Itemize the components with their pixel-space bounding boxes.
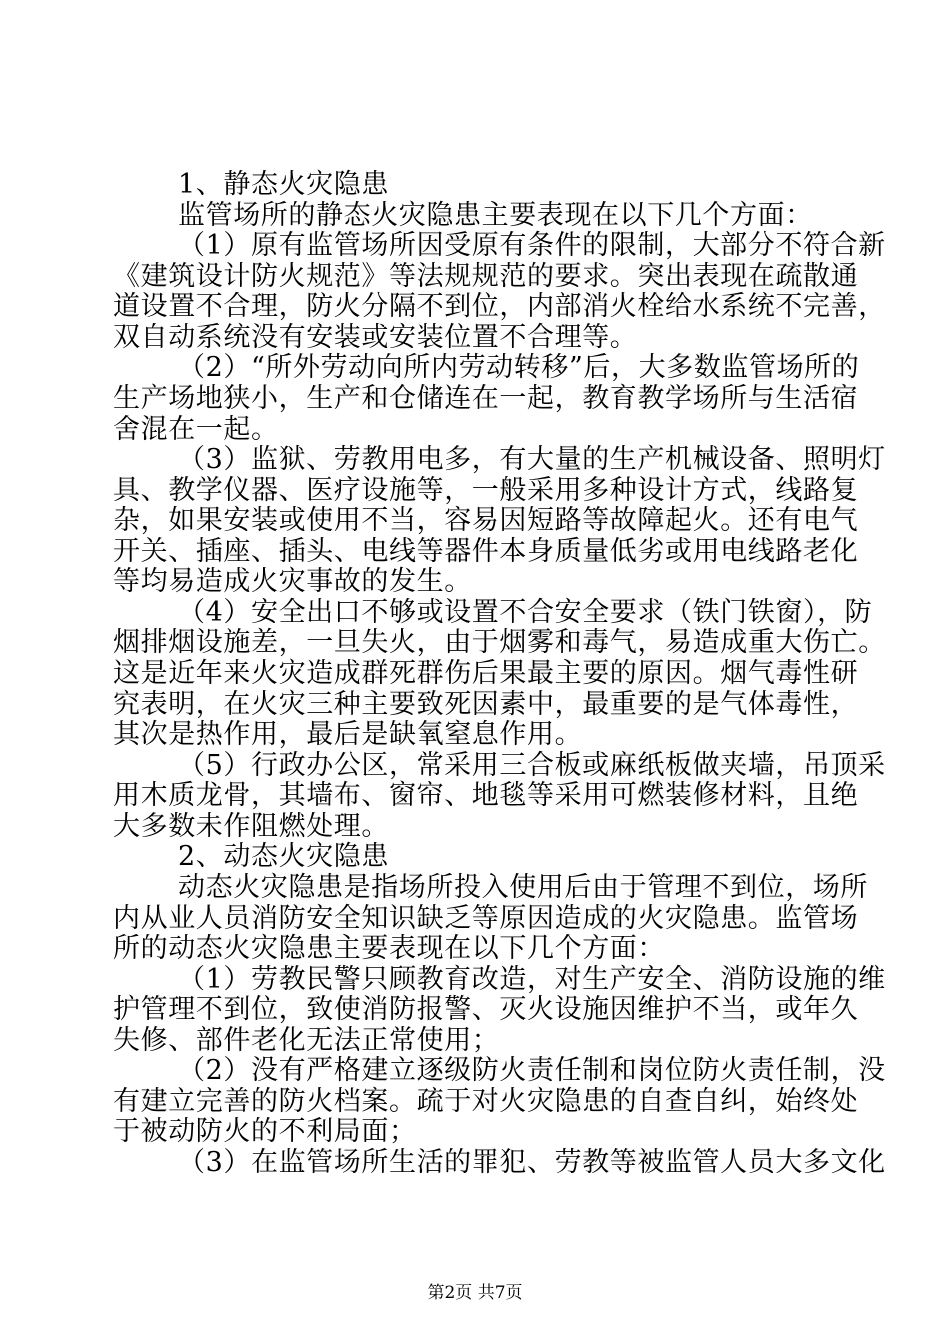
- paragraph-line: （2）“所外劳动向所内劳动转移”后，大多数监管场所的: [178, 352, 860, 384]
- paragraph-line: 杂，如果安装或使用不当，容易因短路等故障起火。还有电气: [113, 505, 859, 537]
- paragraph-line: 监管场所的静态火灾隐患主要表现在以下几个方面：: [178, 199, 813, 231]
- paragraph-line: 动态火灾隐患是指场所投入使用后由于管理不到位，场所: [178, 871, 868, 903]
- paragraph-line: 舍混在一起。: [113, 413, 279, 445]
- paragraph-line: （5）行政办公区，常采用三合板或麻纸板做夹墙，吊顶采: [178, 749, 886, 781]
- paragraph-line: 具、教学仪器、医疗设施等，一般采用多种设计方式，线路复: [113, 474, 859, 506]
- paragraph-line: 烟排烟设施差，一旦失火，由于烟雾和毒气，易造成重大伤亡。: [113, 627, 886, 659]
- paragraph-line: 护管理不到位，致使消防报警、灭火设施因维护不当，或年久: [113, 994, 859, 1026]
- paragraph-line: 这是近年来火灾造成群死群伤后果最主要的原因。烟气毒性研: [113, 658, 859, 689]
- paragraph-line: 《建筑设计防火规范》等法规规范的要求。突出表现在疏散通: [113, 260, 859, 292]
- paragraph-line: （4）安全出口不够或设置不合安全要求（铁门铁窗），防: [178, 596, 873, 628]
- paragraph-line: 生产场地狭小，生产和仓储连在一起，教育教学场所与生活宿: [113, 382, 859, 414]
- paragraph-line: 开关、插座、插头、电线等器件本身质量低劣或用电线路老化: [113, 535, 859, 567]
- paragraph-line: 失修、部件老化无法正常使用；: [113, 1024, 500, 1056]
- paragraph-line: 所的动态火灾隐患主要表现在以下几个方面：: [113, 933, 665, 965]
- paragraph-line: 等均易造成火灾事故的发生。: [113, 566, 472, 598]
- paragraph-line: 究表明，在火灾三种主要致死因素中，最重要的是气体毒性，: [113, 688, 859, 720]
- paragraph-line: （3）在监管场所生活的罪犯、劳教等被监管人员大多文化: [178, 1147, 886, 1178]
- paragraph-line: （2）没有严格建立逐级防火责任制和岗位防火责任制，没: [178, 1055, 886, 1087]
- paragraph-line: 内从业人员消防安全知识缺乏等原因造成的火灾隐患。监管场: [113, 902, 859, 934]
- heading-dynamic-hazards: 2、动态火灾隐患: [178, 841, 389, 873]
- paragraph-line: （1）劳教民警只顾教育改造，对生产安全、消防设施的维: [178, 963, 886, 995]
- paragraph-line: 于被动防火的不利局面；: [113, 1116, 417, 1148]
- paragraph-line: （3）监狱、劳教用电多，有大量的生产机械设备、照明灯: [178, 444, 886, 476]
- paragraph-line: 其次是热作用，最后是缺氧窒息作用。: [113, 719, 583, 751]
- heading-static-hazards: 1、静态火灾隐患: [178, 169, 389, 200]
- page-number-footer: 第2页 共7页: [427, 1283, 523, 1303]
- paragraph-line: 用木质龙骨，其墙布、窗帘、地毯等采用可燃装修材料，且绝: [113, 780, 859, 812]
- paragraph-line: 道设置不合理，防火分隔不到位，内部消火栓给水系统不完善，: [113, 291, 886, 323]
- paragraph-line: 双自动系统没有安装或安装位置不合理等。: [113, 321, 638, 353]
- paragraph-line: 有建立完善的防火档案。疏于对火灾隐患的自查自纠，始终处: [113, 1085, 859, 1117]
- paragraph-line: （1）原有监管场所因受原有条件的限制，大部分不符合新: [178, 230, 886, 262]
- paragraph-line: 大多数未作阻燃处理。: [113, 810, 389, 842]
